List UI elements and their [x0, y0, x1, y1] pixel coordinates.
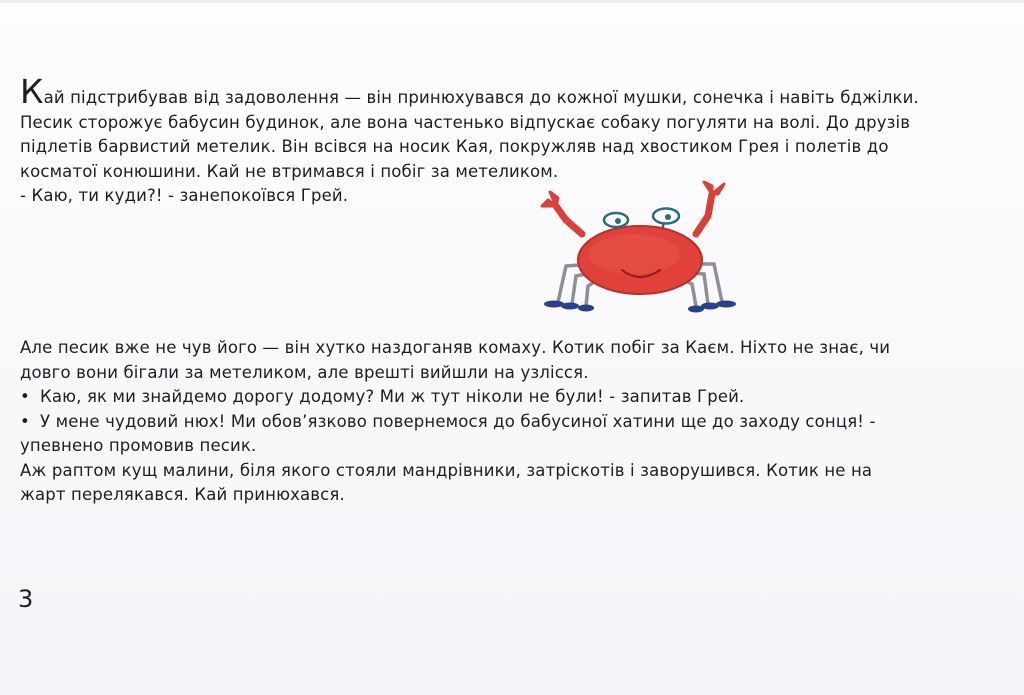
text-line: Аж раптом кущ малини, біля якого стояли мандрівники, затріскотів і заворушився. Котик не на: [20, 460, 873, 480]
crab-illustration: [536, 176, 752, 322]
dialog-line: - Каю, ти куди?! - занепокоївся Грей.: [20, 186, 349, 205]
text-line-content: ай підстрибував від задоволення — він принюхувався до кожної мушки, сонечка і навіть бджілки.: [43, 88, 919, 107]
dialog-item: [20, 385, 1010, 410]
text-line: [20, 72, 1010, 111]
text-line: підлетів барвистий метелик. Він всівся на носик Кая, покружляв над хвостиком Грея і полетів до: [20, 137, 889, 156]
bullet-icon: •: [20, 387, 30, 406]
dialog-list: [20, 385, 1010, 434]
drop-cap-letter: К: [20, 72, 44, 111]
text-line: Песик сторожує бабусин будинок, але вона частенько відпускає собаку погуляти на волі. До друзів: [20, 112, 911, 132]
story-paragraph-2: [20, 336, 1010, 508]
story-paragraph-1: [20, 72, 1010, 209]
bullet-icon: •: [20, 411, 30, 431]
page-number: 3: [18, 585, 34, 613]
text-line: Але песик вже не чув його — він хутко наздоганяв комаху. Котик побіг за Каєм. Ніхто не знає, чи: [20, 338, 891, 357]
dialog-text: У мене чудовий нюх! Ми обов’язково повернемося до бабусиної хатини ще до заходу сонця! -: [40, 411, 876, 431]
dialog-item: [20, 410, 1010, 435]
text-line: косматої конюшини. Кай не втримався і побіг за метеликом.: [20, 161, 559, 181]
crab-icon: [536, 176, 752, 322]
dialog-text: Каю, як ми знайдемо дорогу додому? Ми ж тут ніколи не були! - запитав Грей.: [40, 387, 745, 406]
text-line: упевнено промовив песик.: [20, 436, 257, 455]
text-line: довго вони бігали за метеликом, але врешті вийшли на узлісся.: [20, 362, 589, 382]
text-line: жарт перелякався. Кай принюхався.: [20, 485, 345, 504]
